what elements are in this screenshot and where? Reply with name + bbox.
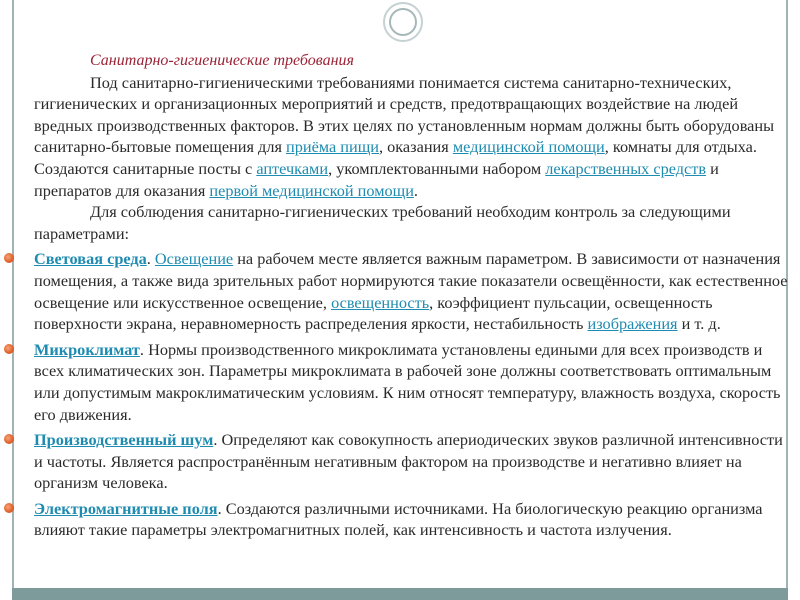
left-frame-rule [12,0,14,590]
list-item: Производственный шум. Определяют как совокупность апериодических звуков различной интенсивности и частоты. Является распространённым негативным фактором на производстве и негативно влияет на организм человека. [34,429,790,494]
intro-paragraph: Под санитарно-гигиеническими требованиями понимается система санитарно-технических, гигиенических и организационных мероприятий и средств, предотвращающих воздействие на людей вредных производственных факторов. В этих целях по установленным нормам должны быть оборудованы санитарно-бытовые помещения для приёма пищи, оказания медицинской помощи, комнаты для отдыха. Создаются санитарные посты с аптечками, укомплектованными набором лекарственных средств и препаратов для оказания первой медицинской помощи. [34,72,775,200]
slide-body [34,50,790,541]
link-lighting[interactable]: Освещение [154,249,234,269]
link-medical-help[interactable]: медицинской помощи [452,137,605,157]
link-first-aid-kits[interactable]: аптечками [256,158,329,178]
link-first-medical-help[interactable]: первой медицинской помощи [209,180,414,200]
link-medicines[interactable]: лекарственных средств [545,158,707,178]
link-light-environment[interactable]: Световая среда [34,249,147,269]
link-image[interactable]: изображения [587,314,678,334]
list-item: Световая среда. Освещение на рабочем месте является важным параметром. В зависимости от назначения помещения, а также вида зрительных работ нормируются такие показатели освещённости, как естественное освещение или искусственное освещение, освещенность, коэффициент пульсации, освещенность поверхности экрана, неравномерность распределения яркости, нестабильность изображения и т. д. [34,248,790,334]
list-item: Микроклимат. Нормы производственного микроклимата установлены едиными для всех производств и всех климатических зон. Параметры микроклимата в рабочей зоне должны соответствовать оптимальным или допустимым макроклиматическим условиям. К ним относят температуру, влажность воздуха, скорость его движения. [34,339,790,425]
bullet-icon [4,503,14,513]
control-paragraph: Для соблюдения санитарно-гигиенических требований необходим контроль за следующими параметрами: [34,202,731,243]
link-electromagnetic-fields[interactable]: Электромагнитные поля [34,498,218,518]
list-item: Электромагнитные поля. Создаются различными источниками. На биологическую реакцию организма влияют такие параметры электромагнитных полей, как интенсивность и частота излучения. [34,498,790,541]
slide-heading: Санитарно-гигиенические требования [90,52,354,69]
link-industrial-noise[interactable]: Производственный шум [34,430,214,450]
bullet-icon [4,344,14,354]
decorative-ring-icon [383,2,423,42]
link-illuminance[interactable]: освещенность [331,292,430,312]
link-microclimate[interactable]: Микроклимат [34,339,140,359]
link-meal[interactable]: приёма пищи [286,137,379,157]
bottom-frame-bar [12,588,788,600]
